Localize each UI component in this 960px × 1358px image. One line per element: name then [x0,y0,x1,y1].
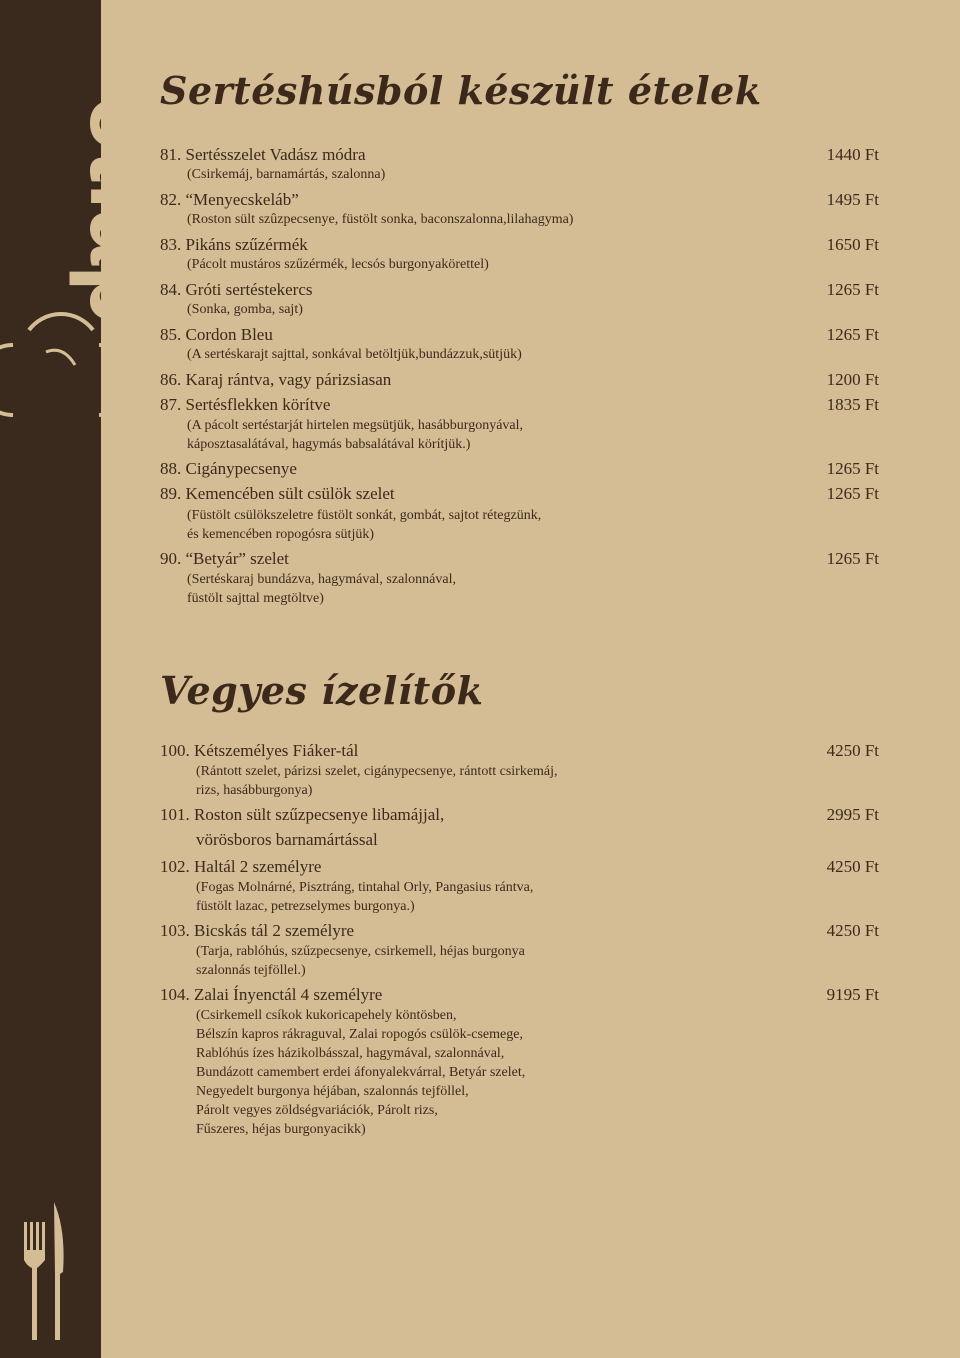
item-desc: füstölt sajttal megtöltve) [187,591,324,606]
item-name: 102. Haltál 2 személyre [160,857,322,876]
item-desc: (Sertéskaraj bundázva, hagymával, szalonnával, [187,572,457,587]
item-desc: Fűszeres, héjas burgonyacikk) [196,1122,366,1137]
etlap-logo-text: étlap [68,95,184,338]
item-price: 4250 Ft [826,857,879,876]
item-desc: rizs, hasábburgonya) [196,783,313,798]
item-desc: Párolt vegyes zöldségvariációk, Párolt rizs, [196,1103,438,1118]
item-name: 101. Roston sült szűzpecsenye libamájjal, [160,805,445,824]
item-price: 2995 Ft [826,805,879,824]
item-desc: Bélszín kapros rákraguval, Zalai ropogós csülök-csemege, [196,1027,523,1042]
item-desc: (Tarja, rablóhús, szűzpecsenye, csirkemell, héjas burgonya [196,944,525,959]
item-desc: Negyedelt burgonya héjában, szalonnás tejföllel, [196,1084,469,1099]
item-desc: (Roston sült szûzpecsenye, füstölt sonka, baconszalonna,lilahagyma) [187,212,574,227]
item-desc: (Csirkemáj, barnamártás, szalonna) [187,167,386,182]
section-title: Vegyes ízelítők [160,668,484,713]
item-name: 89. Kemencében sült csülök szelet [160,484,395,503]
item-desc: (Sonka, gomba, sajt) [187,302,303,317]
item-price: 1200 Ft [826,370,879,389]
item-desc: káposztasalátával, hagymás babsalátával körítjük.) [187,437,471,452]
item-desc: szalonnás tejföllel.) [196,963,306,978]
item-price: 4250 Ft [826,921,879,940]
item-desc: (Füstölt csülökszeletre füstölt sonkát, gombát, sajtot rétegzünk, [187,508,542,523]
item-desc: Rablóhús ízes házikolbásszal, hagymával, szalonnával, [196,1046,505,1061]
item-name: 86. Karaj rántva, vagy párizsiasan [160,370,392,389]
sidebar-band [0,0,184,1358]
etlap-logo [1,0,184,440]
item-price: 1835 Ft [826,395,879,414]
item-desc: (A sertéskarajt sajttal, sonkával betöltjük,bundázzuk,sütjük) [187,347,522,362]
item-desc: (Rántott szelet, párizsi szelet, cigánypecsenye, rántott csirkemáj, [196,764,558,779]
item-price: 1440 Ft [826,145,879,164]
item-name: 81. Sertésszelet Vadász módra [160,145,366,164]
item-price: 1650 Ft [826,235,879,254]
item-price: 9195 Ft [826,985,879,1004]
item-desc: (A pácolt sertéstarját hirtelen megsütjük, hasábburgonyával, [187,418,524,433]
item-price: 1265 Ft [826,280,879,299]
item-name: 90. “Betyár” szelet [160,549,289,568]
section-title: Sertéshúsból készült ételek [160,68,762,113]
item-name: 104. Zalai Ínyenctál 4 személyre [160,985,383,1004]
item-name: 88. Cigánypecsenye [160,459,297,478]
item-name: 85. Cordon Bleu [160,325,273,344]
item-price: 1265 Ft [826,484,879,503]
item-name: 103. Bicskás tál 2 személyre [160,921,355,940]
item-name: 83. Pikáns szűzérmék [160,235,308,254]
item-desc: (Fogas Molnárné, Pisztráng, tintahal Orly, Pangasius rántva, [196,880,534,895]
item-name: 82. “Menyecskeláb” [160,190,299,209]
item-name: 100. Kétszemélyes Fiáker-tál [160,741,359,760]
item-price: 1495 Ft [826,190,879,209]
item-price: 1265 Ft [826,459,879,478]
item-price: 4250 Ft [826,741,879,760]
item-desc: vörösboros barnamártással [196,830,378,849]
item-price: 1265 Ft [826,325,879,344]
item-desc: Bundázott camembert erdei áfonyalekvárral, Betyár szelet, [196,1065,526,1080]
item-desc: és kemencében ropogósra sütjük) [187,527,374,542]
item-desc: füstölt lazac, petrezselymes burgonya.) [196,899,415,914]
item-desc: (Csirkemell csíkok kukoricapehely köntösben, [196,1008,457,1023]
item-name: 84. Gróti sertéstekercs [160,280,313,299]
item-price: 1265 Ft [826,549,879,568]
item-name: 87. Sertésflekken körítve [160,395,331,414]
item-desc: (Pácolt mustáros szűzérmék, lecsós burgonyakörettel) [187,257,489,272]
fork-knife-icon [22,1200,70,1340]
